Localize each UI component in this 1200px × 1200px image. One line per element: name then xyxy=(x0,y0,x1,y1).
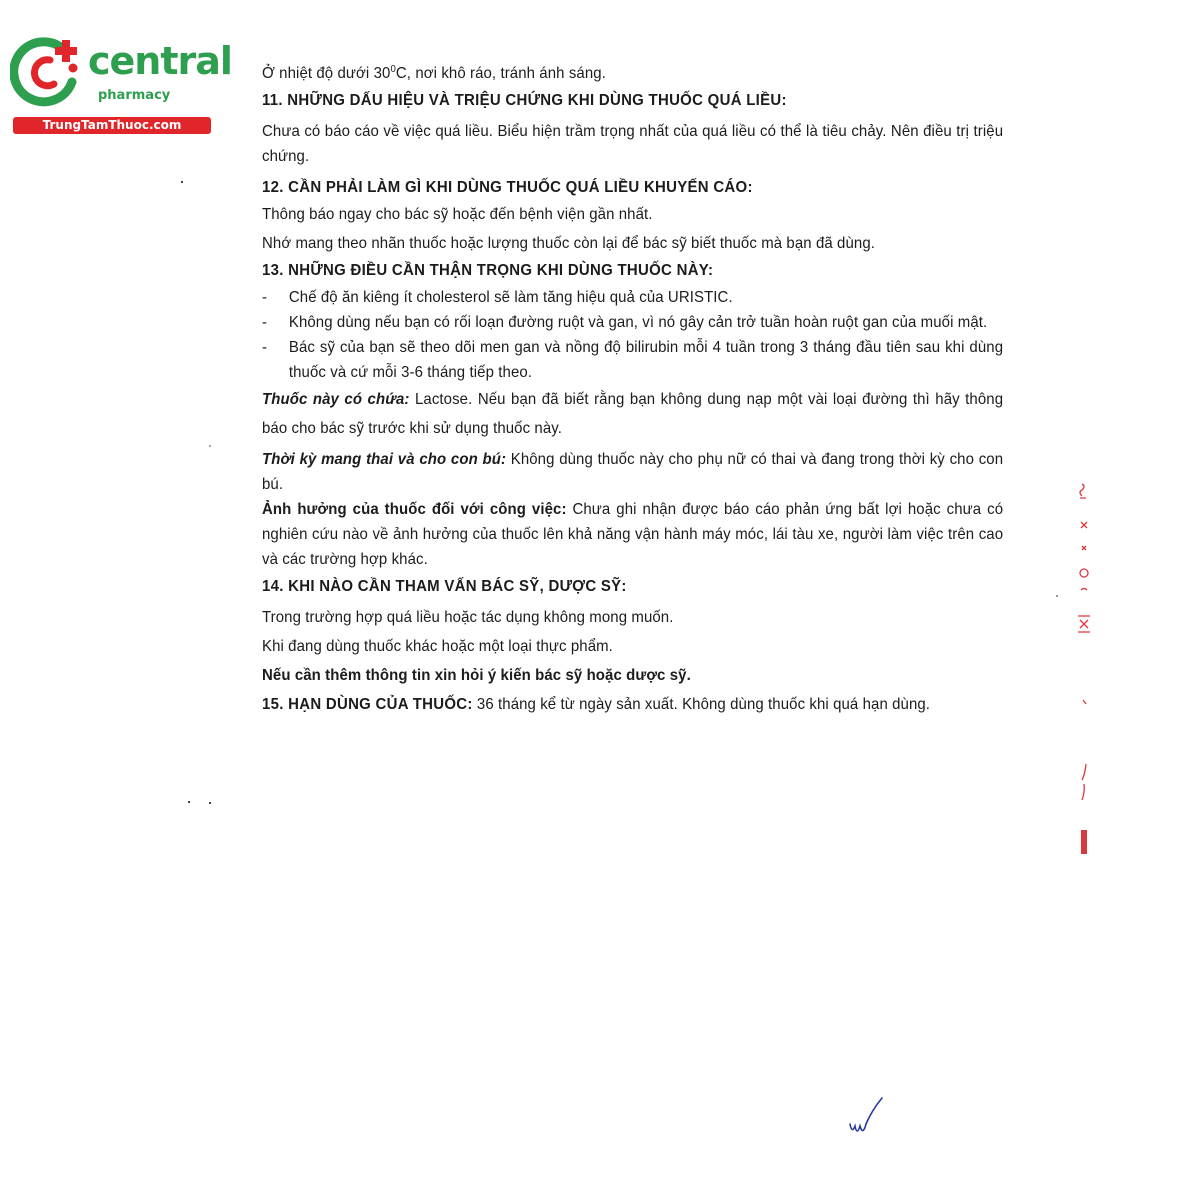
list-item xyxy=(262,310,1003,335)
scan-speck xyxy=(209,445,211,447)
central-pharmacy-logo xyxy=(10,36,232,136)
section-11-text: Chưa có báo cáo về việc quá liều. Biểu hiện trầm trọng nhất của quá liều có thể là tiêu chảy. Nên điều trị triệu chứng. xyxy=(262,123,1004,166)
pregnancy-text: Không dùng thuốc này cho phụ nữ có thai và đang trong thời kỳ cho con bú. xyxy=(262,451,1004,494)
section-15-text: 36 tháng kể từ ngày sản xuất. Không dùng thuốc khi quá hạn dùng. xyxy=(472,696,931,714)
section-15-label: 15. HẠN DÙNG CỦA THUỐC: xyxy=(262,696,473,714)
list-item-text: Bác sỹ của bạn sẽ theo dõi men gan và nồng độ bilirubin mỗi 4 tuần trong 3 tháng đầu tiên sau khi dùng thuốc và cứ mỗi 3-6 tháng tiếp theo. xyxy=(288,339,1004,382)
section-14-line-1: Trong trường hợp quá liều hoặc tác dụng không mong muốn. xyxy=(262,609,674,627)
section-12-line-1: Thông báo ngay cho bác sỹ hoặc đến bệnh viện gần nhất. xyxy=(262,206,653,224)
contains-paragraph xyxy=(262,385,1003,443)
scan-speck xyxy=(1056,595,1058,597)
storage-text-before: Ở nhiệt độ dưới 30 xyxy=(262,65,391,83)
scan-speck xyxy=(209,802,211,804)
section-11-heading: 11. NHỮNG DẤU HIỆU VÀ TRIỆU CHỨNG KHI DÙNG THUỐC QUÁ LIỀU: xyxy=(262,92,787,110)
section-14-heading: 14. KHI NÀO CẦN THAM VẤN BÁC SỸ, DƯỢC SỸ: xyxy=(262,578,627,596)
section-13-list xyxy=(262,285,1003,385)
signature-icon xyxy=(846,1096,886,1140)
contains-text: Lactose. Nếu bạn đã biết rằng bạn không dung nạp một vài loại đường thì hãy thông báo cho bác sỹ trước khi sử dụng thuốc này. xyxy=(262,391,1004,438)
list-item-text: Chế độ ăn kiêng ít cholesterol sẽ làm tăng hiệu quả của URISTIC. xyxy=(288,289,733,307)
logo-url-badge: TrungTamThuoc.com xyxy=(13,117,211,134)
list-item xyxy=(262,285,1003,310)
section-12-heading: 12. CẦN PHẢI LÀM GÌ KHI DÙNG THUỐC QUÁ LIỀU KHUYẾN CÁO: xyxy=(262,179,753,197)
section-14-bold-line: Nếu cần thêm thông tin xin hỏi ý kiến bác sỹ hoặc dược sỹ. xyxy=(262,667,691,685)
list-item-text: Không dùng nếu bạn có rối loạn đường ruột và gan, vì nó gây cản trở tuần hoàn ruột gan của muối mật. xyxy=(288,314,988,332)
pregnancy-paragraph xyxy=(262,447,1003,497)
storage-text-after: C, nơi khô ráo, tránh ánh sáng. xyxy=(395,65,606,83)
scan-speck xyxy=(188,801,190,803)
work-label: Ảnh hưởng của thuốc đối với công việc: xyxy=(262,501,567,519)
scan-speck xyxy=(181,181,183,183)
dash-marker: - xyxy=(262,339,268,357)
pharmacy-cross-icon xyxy=(10,36,90,108)
contains-label: Thuốc này có chứa: xyxy=(262,391,410,409)
section-14-line-2: Khi đang dùng thuốc khác hoặc một loại thực phẩm. xyxy=(262,638,613,656)
storage-line xyxy=(262,57,1003,86)
storage-degree: 0 xyxy=(390,64,396,75)
dash-marker: - xyxy=(262,289,268,307)
logo-brand-name: central xyxy=(88,39,232,83)
section-15-paragraph xyxy=(262,692,1003,717)
section-12-line-2: Nhớ mang theo nhãn thuốc hoặc lượng thuốc còn lại để bác sỹ biết thuốc mà bạn đã dùng. xyxy=(262,235,876,253)
section-13-heading: 13. NHỮNG ĐIỀU CẦN THẬN TRỌNG KHI DÙNG THUỐC NÀY: xyxy=(262,262,714,280)
logo-subtitle: pharmacy xyxy=(98,88,171,103)
work-paragraph xyxy=(262,497,1003,572)
leaflet-text xyxy=(262,57,1003,717)
list-item xyxy=(262,335,1003,385)
pregnancy-label: Thời kỳ mang thai và cho con bú: xyxy=(262,451,507,469)
red-stamp-marks-icon xyxy=(1072,480,1096,860)
work-text: Chưa ghi nhận được báo cáo phản ứng bất lợi hoặc chưa có nghiên cứu nào về ảnh hưởng của thuốc lên khả năng vận hành máy móc, lái tàu xe, người làm việc trên cao và các trường hợp khác. xyxy=(262,501,1004,569)
dash-marker: - xyxy=(262,314,268,332)
